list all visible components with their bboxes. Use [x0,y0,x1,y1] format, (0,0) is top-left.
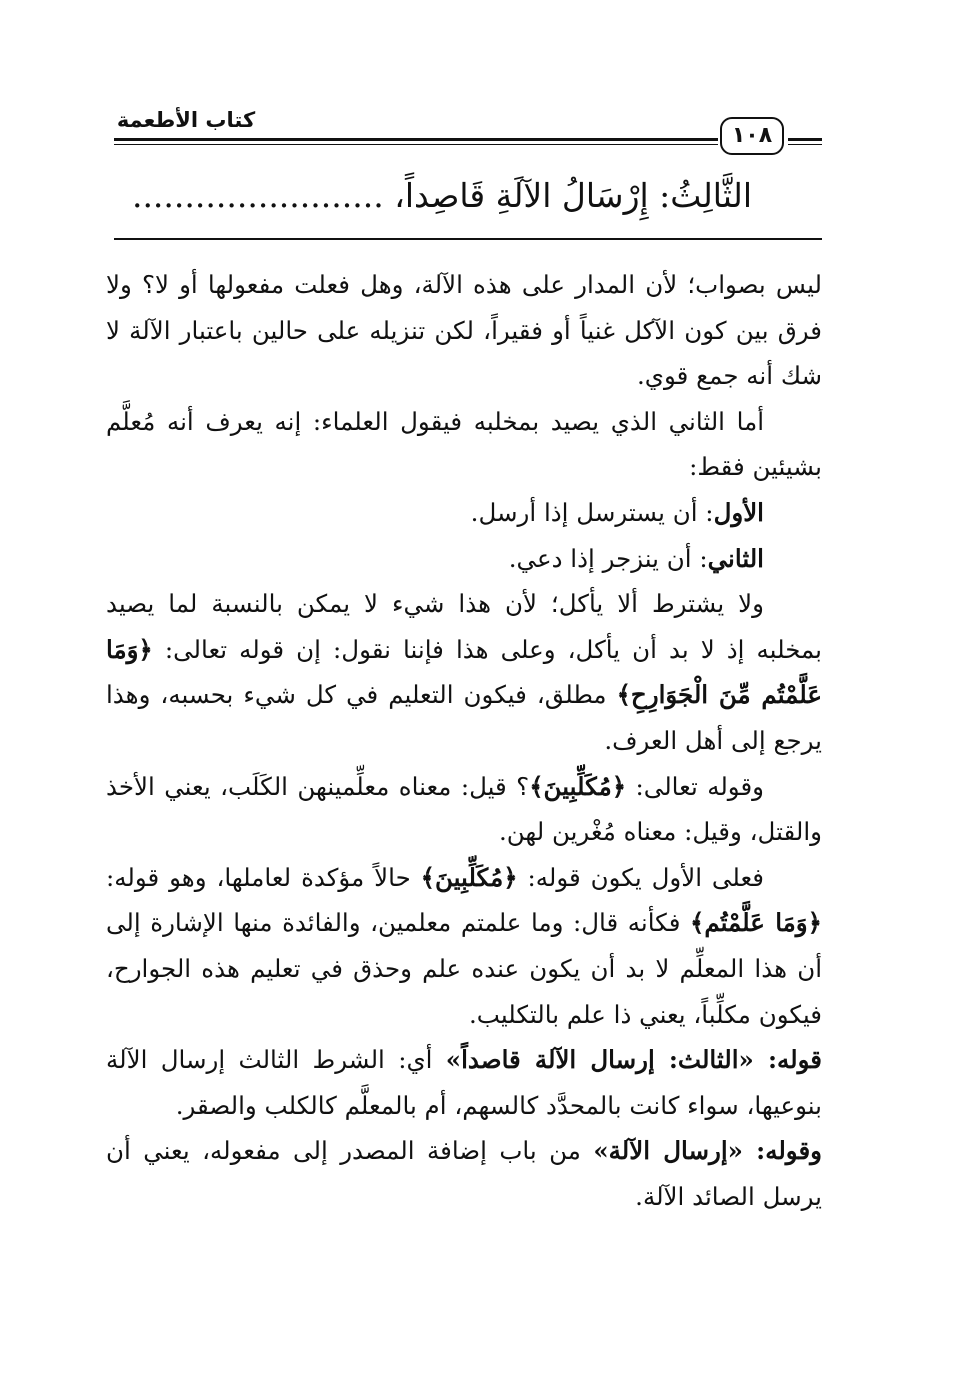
term-label: الثاني [707,543,764,573]
text-segment: : أن ينزجر إذا دعي. [508,543,708,573]
text-segment: من باب إضافة المصدر إلى مفعوله، يعني أن يرسل الصائد الآلة. [106,1136,822,1211]
header-rule-right [788,138,822,141]
quran-quote: ﴿وَمَا عَلَّمْتُم﴾ [689,908,822,938]
commentary-body [106,262,822,1219]
text-segment: وقوله تعالى: [626,771,765,801]
quran-quote: ﴿وَمَا عَلَّمْتُم مِّنَ الْجَوَارِحِ﴾ [106,634,822,710]
page-number: ١٠٨ [720,117,784,155]
term-label: الأول [713,497,764,527]
section-divider [114,238,822,240]
paragraph [106,581,822,763]
quoted-matn: قوله: «الثالث: إرسال الآلة قاصداً» [445,1045,822,1075]
header-rule-right-thin [788,144,822,145]
quran-quote: ﴿مُكَلِّبِينَ﴾ [529,771,627,801]
paragraph [106,490,822,536]
page-header [0,0,954,160]
paragraph [106,1037,822,1128]
text-segment: أما الثاني الذي يصيد بمخلبه فيقول العلماء: إنه يعرف أنه مُعلَّم بشيئين فقط: [106,406,822,482]
quran-quote: ﴿مُكَلِّبِينَ﴾ [420,862,518,892]
text-segment: ؟ قيل: معناه معلِّمينهن الكَلَب، يعني الأخذ والقتل، وقيل: معناه مُغْرين لهن. [106,771,822,847]
paragraph [106,399,822,490]
text-segment: فكأنه قال: وما علمتم معلمين، والفائدة منها الإشارة إلى أن هذا المعلِّم لا بد أن يكون عنده علم وحذق في تعليم هذه الجوارح، فيكون مكلِّباً، يعني ذا علم بالتكليب. [106,908,822,1029]
quoted-matn: وقوله: «إرسال الآلة» [593,1136,822,1166]
header-rule [114,138,718,141]
text-segment: مطلق، فيكون التعليم في كل شيء بحسبه، وهذا يرجع إلى أهل العرف. [106,680,822,755]
text-segment: حالاً مؤكدة لعاملها، وهو قوله: [106,862,421,892]
paragraph [106,1128,822,1219]
book-title: كتاب الأطعمة [116,108,256,132]
text-segment: ليس بصواب؛ لأن المدار على هذه الآلة، وهل فعلت مفعولها أو لا؟ ولا فرق بين كون الآكل غنياً أو فقيراً، لكن تنزيله على حالين باعتبار الآلة لا شك أنه جمع قوي. [106,270,822,391]
header-rule-thin [114,144,718,145]
text-segment: أي: الشرط الثالث إرسال الآلة بنوعيها، سواء كانت بالمحدَّد كالسهم، أم بالمعلَّم كالكلب والصقر. [106,1045,822,1120]
paragraph [106,855,822,1037]
matn-heading: الثَّالِثُ: إِرْسَالُ الآلَةِ قَاصِداً، ........................ [131,176,752,215]
text-segment: : أن يسترسل إذا أرسل. [470,497,714,527]
text-segment: فعلى الأول يكون قوله: [517,862,764,892]
paragraph [106,536,822,582]
paragraph [106,764,822,855]
text-segment: ولا يشترط ألا يأكل؛ لأن هذا شيء لا يمكن بالنسبة لما يصيد بمخلبه إذ لا بد أن يأكل، وعلى هذا فإننا نقول: إن قوله تعالى: [106,589,822,664]
paragraph [106,262,822,399]
